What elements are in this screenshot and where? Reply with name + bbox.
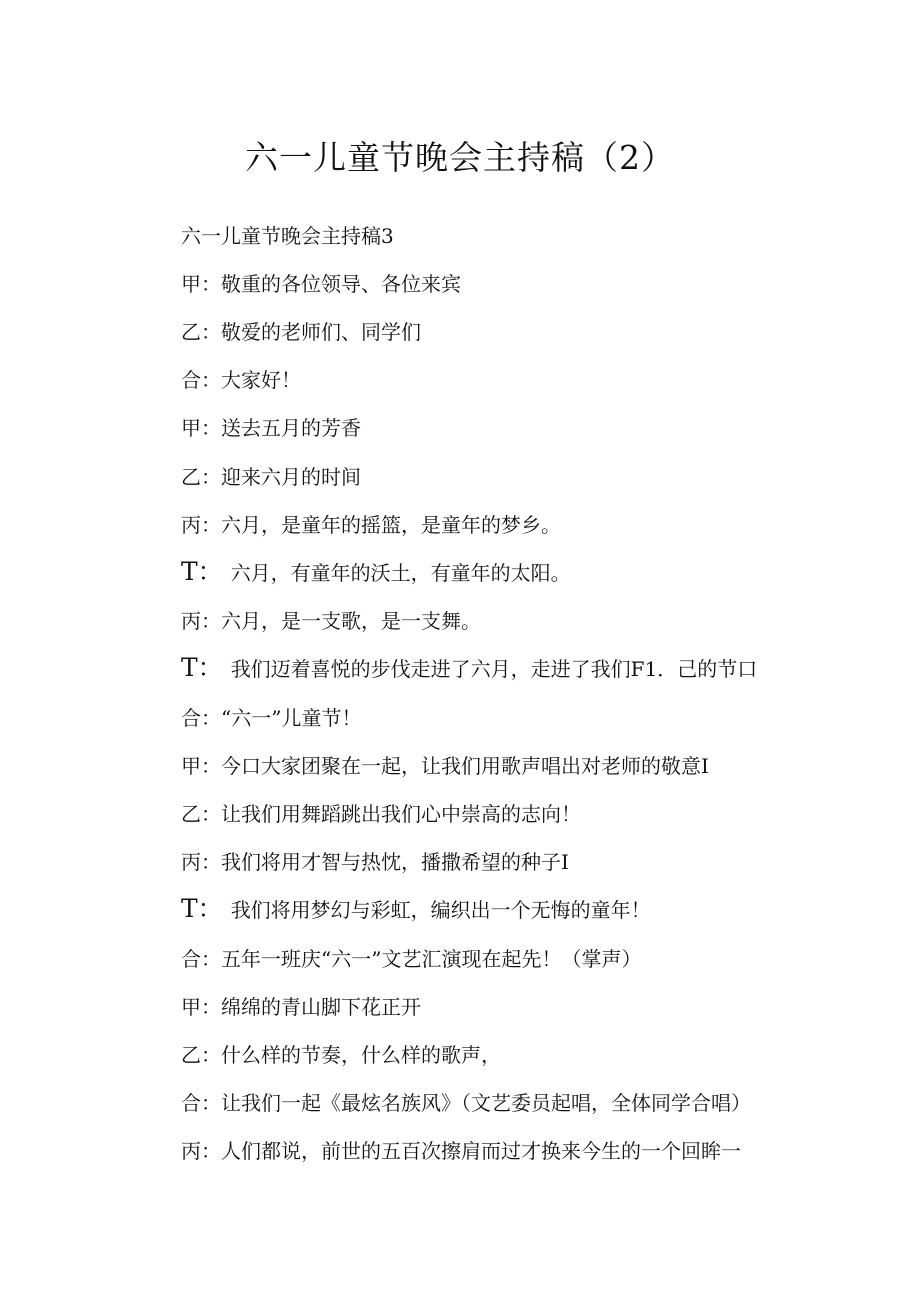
speaker-label: 甲： [181,272,221,296]
line-text: 送去五月的芳香 [221,416,361,440]
line-text: 大家好！ [221,368,301,392]
script-line [181,1040,501,1070]
speaker-label: T： [181,557,223,586]
line-text: 敬爱的老师们、同学们 [221,320,421,344]
line-text: 绵绵的青山脚下花正开 [221,995,421,1019]
line-text: “六一”儿童节！ [221,706,362,730]
line-text: 五年一班庆“六一”文艺汇演现在起先！（掌声） [221,947,642,971]
script-line [181,365,301,395]
document-subtitle: 六一儿童节晚会主持稿3 [181,224,394,248]
script-line [181,894,651,925]
script-line [181,510,561,540]
script-line [181,799,581,829]
line-text: 六月，是一支歌，是一支舞。 [221,609,481,633]
line-text: 六月，是童年的摇篮，是童年的梦乡。 [221,513,561,537]
line-text: 敬重的各位领导、各位来宾 [221,272,461,296]
script-line [181,992,421,1022]
speaker-label: 合： [181,706,221,730]
speaker-label: 甲： [181,754,221,778]
script-line [181,653,757,684]
speaker-label: T： [181,894,223,923]
line-text: 人们都说，前世的五百次擦肩而过才换来今生的一个回眸一 [221,1139,741,1163]
script-line [181,557,571,588]
script-line [181,751,709,781]
script-line [181,944,641,974]
script-line [181,1088,751,1118]
line-text: 迎来六月的时间 [221,465,361,489]
speaker-label: 丙： [181,1139,221,1163]
script-line [181,462,361,492]
speaker-label: 乙： [181,802,221,826]
document-title: 六一儿童节晚会主持稿（2） [245,138,675,177]
speaker-label: T： [181,653,223,682]
speaker-label: 乙： [181,1043,221,1067]
speaker-label: 乙： [181,465,221,489]
script-line [181,1136,741,1166]
line-text: 我们将用梦幻与彩虹，编织出一个无悔的童年！ [230,898,651,922]
speaker-label: 合： [181,947,221,971]
script-line [181,606,481,636]
line-text: 让我们用舞蹈跳出我们心中崇高的志向！ [221,802,581,826]
script-line [181,317,421,347]
speaker-label: 甲： [181,995,221,1019]
line-text: 让我们一起《最炫名族风》（文艺委员起唱，全体同学合唱） [221,1091,751,1115]
script-line [181,703,361,733]
line-text: 六月，有童年的沃土，有童年的太阳。 [230,561,571,585]
speaker-label: 甲： [181,416,221,440]
script-line [181,847,569,877]
speaker-label: 丙： [181,609,221,633]
line-text: 什么样的节奏，什么样的歌声， [221,1043,501,1067]
script-line [181,269,461,299]
speaker-label: 乙： [181,320,221,344]
speaker-label: 合： [181,368,221,392]
line-text: 今口大家团聚在一起，让我们用歌声唱出对老师的敬意I [221,754,709,778]
line-text: 我们迈着喜悦的步伐走进了六月，走进了我们F1．己的节口 [230,657,758,681]
line-text: 我们将用才智与热忱，播撒希望的种子I [221,850,569,874]
speaker-label: 丙： [181,513,221,537]
speaker-label: 丙： [181,850,221,874]
script-line [181,413,361,443]
speaker-label: 合： [181,1091,221,1115]
